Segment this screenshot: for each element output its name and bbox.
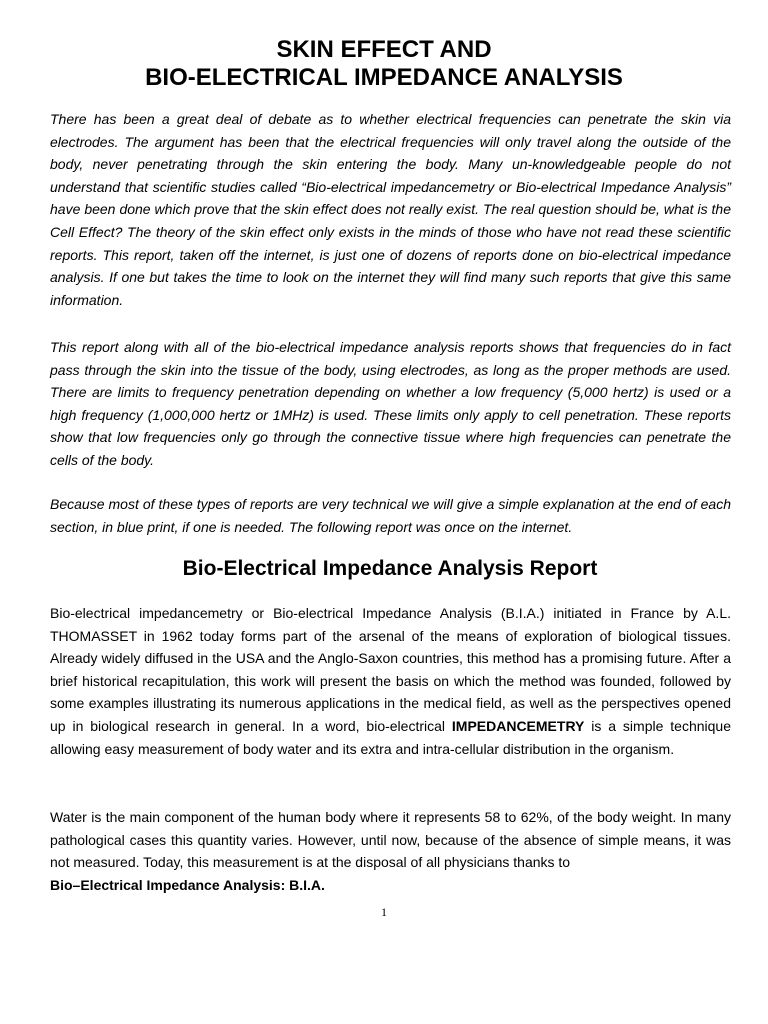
impedancemetry-bold-term: IMPEDANCEMETRY	[451, 717, 585, 734]
body-paragraph-1-text-end: is a simple technique allowing easy measurement of body water and its extra and intra-cellular distribution in the organism.	[50, 717, 731, 757]
intro-paragraph-3: Because most of these types of reports are very technical we will give a simple explanation at the end of each section, in blue print, if one is needed. The following report was once on the internet.	[50, 496, 731, 535]
bia-bold-ending: Bio–Electrical Impedance Analysis: B.I.A.	[50, 876, 325, 893]
body-paragraph-2-text: Water is the main component of the human body where it represents 58 to 62%, of the body weight. In many pathological cases this quantity varies. However, until now, because of the absence of simple means, it was not measured. Today, this measurement is at the disposal of all physicians thanks to	[50, 809, 731, 871]
section-heading: Bio-Electrical Impedance Analysis Report	[182, 557, 598, 580]
body-paragraph-1	[50, 602, 731, 760]
document-title-line-2: BIO-ELECTRICAL IMPEDANCE ANALYSIS	[145, 64, 623, 91]
body-paragraph-2	[50, 806, 731, 896]
intro-paragraph-1: There has been a great deal of debate as to whether electrical frequencies can penetrate the skin via electrodes. The argument has been that the electrical frequencies will only travel along the outside of the body, never penetrating through the skin entering the body. Many un-knowledgeable people do not understand that scientific studies called “Bio-electrical impedancemetry or Bio-electrical Impedance Analysis” have been done which prove that the skin effect does not really exist. The real question should be, what is the Cell Effect? The theory of the skin effect only exists in the minds of those who have not read these scientific reports. This report, taken off the internet, is just one of dozens of reports done on bio-electrical impedance analysis. If one but takes the time to look on the internet they will find many such reports that give this same information.	[50, 111, 731, 308]
body-paragraph-1-text: Bio-electrical impedancemetry or Bio-electrical Impedance Analysis (B.I.A.) initiated in France by A.L. THOMASSET in 1962 today forms part of the arsenal of the means of exploration of biological tissues. Already widely diffused in the USA and the Anglo-Saxon countries, this method has a promising future. After a brief historical recapitulation, this work will present the basis on which the method was founded, followed by some examples illustrating its numerous applications in the medical field, as well as the perspectives opened up in biological research in general. In a word, bio-electrical	[50, 605, 731, 734]
page-number: 1	[381, 905, 387, 919]
intro-paragraph-2: This report along with all of the bio-electrical impedance analysis reports shows that frequencies do in fact pass through the skin into the tissue of the body, using electrodes, as long as the proper methods are used. There are limits to frequency penetration depending on whether a low frequency (5,000 hertz) is used or a high frequency (1,000,000 hertz or 1MHz) is used. These limits only apply to cell penetration. These reports show that low frequencies only go through the connective tissue where high frequencies can penetrate the cells of the body.	[50, 339, 731, 468]
document-title-line-1: SKIN EFFECT AND	[276, 36, 492, 63]
